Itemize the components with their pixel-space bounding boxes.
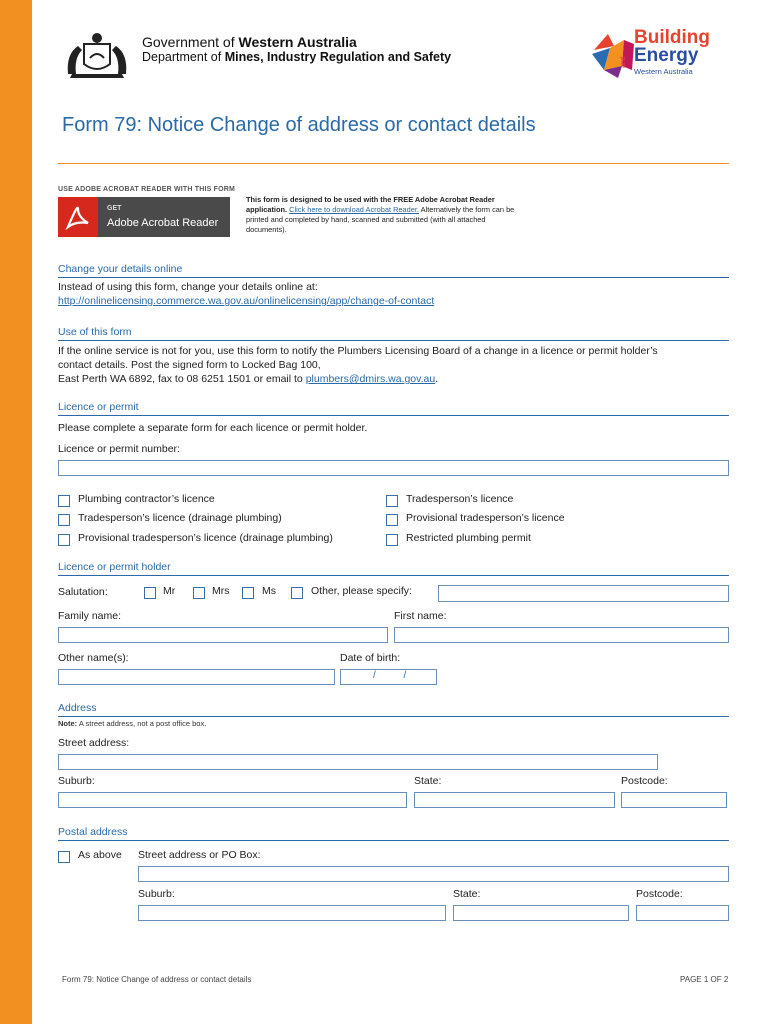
family-name-input[interactable] — [58, 627, 388, 643]
wa-map-icon — [588, 26, 638, 82]
label-tradesperson-drainage: Tradesperson’s licence (drainage plumbing) — [78, 512, 282, 524]
postal-postcode-input[interactable] — [636, 905, 729, 921]
checkbox-tradesperson-drainage[interactable] — [58, 514, 70, 526]
checkbox-mrs[interactable] — [193, 587, 205, 599]
address-rule — [58, 716, 729, 717]
use-line1: If the online service is not for you, use this form to notify the Plumbers Licensing Board of a change in a licence or permit holder’s — [58, 345, 658, 357]
label-provisional-drainage: Provisional tradesperson’s licence (drainage plumbing) — [78, 532, 333, 544]
state-input[interactable] — [414, 792, 615, 808]
label-mrs: Mrs — [212, 585, 230, 597]
dob-input[interactable] — [340, 669, 437, 685]
postal-state-label: State: — [453, 888, 481, 900]
building-and-energy-logo — [588, 26, 738, 82]
department-name: Department of Mines, Industry Regulation and Safety — [142, 50, 452, 64]
acrobat-icon — [58, 197, 98, 237]
label-mr: Mr — [163, 585, 176, 597]
label-ms: Ms — [262, 585, 276, 597]
online-rule — [58, 277, 729, 278]
checkbox-other[interactable] — [291, 587, 303, 599]
get-acrobat-button[interactable] — [58, 197, 230, 237]
logo-region-text: Western Australia — [634, 67, 693, 76]
licence-instruction: Please complete a separate form for each licence or permit holder. — [58, 422, 368, 434]
address-heading: Address — [58, 702, 97, 714]
logo-energy-text: Energy — [634, 45, 699, 66]
state-label: State: — [414, 775, 442, 787]
street-address-input[interactable] — [58, 754, 658, 770]
form-title: Form 79: Notice Change of address or contact details — [62, 114, 536, 136]
holder-heading: Licence or permit holder — [58, 561, 171, 573]
online-url-link[interactable]: http://onlinelicensing.commerce.wa.gov.au/onlinelicensing/app/change-of-contact — [58, 295, 435, 307]
postal-state-input[interactable] — [453, 905, 629, 921]
acrobat-label: USE ADOBE ACROBAT READER WITH THIS FORM — [58, 186, 236, 193]
government-name: Government of Western Australia — [142, 34, 357, 50]
checkbox-provisional-drainage[interactable] — [58, 534, 70, 546]
salutation-label: Salutation: — [58, 586, 108, 598]
licence-rule — [58, 415, 729, 416]
logo-and-text: and — [620, 56, 627, 68]
postal-street-input[interactable] — [138, 866, 729, 882]
checkbox-mr[interactable] — [144, 587, 156, 599]
dob-separators: / / — [373, 670, 407, 681]
family-name-label: Family name: — [58, 610, 122, 622]
online-heading: Change your details online — [58, 263, 183, 275]
footer-page-number: PAGE 1 OF 2 — [680, 975, 729, 984]
checkbox-as-above[interactable] — [58, 851, 70, 863]
suburb-input[interactable] — [58, 792, 407, 808]
suburb-label: Suburb: — [58, 775, 95, 787]
postal-suburb-label: Suburb: — [138, 888, 175, 900]
online-text: Instead of using this form, change your details online at: — [58, 281, 318, 293]
acrobat-get-text: GET — [107, 205, 122, 212]
checkbox-tradesperson[interactable] — [386, 495, 398, 507]
dob-label: Date of birth: — [340, 652, 401, 664]
footer-form-name: Form 79: Notice Change of address or contact details — [62, 975, 252, 984]
postal-rule — [58, 840, 729, 841]
address-note: Note: A street address, not a post office box. — [58, 719, 207, 728]
licence-number-input[interactable] — [58, 460, 729, 476]
licence-heading: Licence or permit — [58, 401, 139, 413]
download-acrobat-link[interactable]: Click here to download Acrobat Reader. — [289, 205, 419, 214]
other-names-label: Other name(s): — [58, 652, 129, 664]
first-name-label: First name: — [394, 610, 447, 622]
checkbox-restricted-permit[interactable] — [386, 534, 398, 546]
orange-side-stripe — [0, 0, 32, 1024]
title-divider — [58, 163, 729, 164]
postcode-input[interactable] — [621, 792, 727, 808]
checkbox-ms[interactable] — [242, 587, 254, 599]
label-other: Other, please specify: — [311, 585, 412, 597]
label-tradesperson: Tradesperson’s licence — [406, 493, 514, 505]
other-salutation-input[interactable] — [438, 585, 729, 602]
use-heading: Use of this form — [58, 326, 132, 338]
wa-coat-of-arms-icon — [62, 30, 132, 80]
use-line3: East Perth WA 6892, fax to 08 6251 1501 or email to plumbers@dmirs.wa.gov.au. — [58, 373, 439, 385]
licence-number-label: Licence or permit number: — [58, 443, 180, 455]
label-provisional-tradesperson: Provisional tradesperson’s licence — [406, 512, 565, 524]
holder-rule — [58, 575, 729, 576]
acrobat-note: This form is designed to be used with the FREE Adobe Acrobat Reader application. Click here to download Acrobat Reader. Alternatively the form can be printed and completed by hand, scanned and submitted (with all attached documents). — [246, 195, 515, 234]
postal-postcode-label: Postcode: — [636, 888, 683, 900]
label-plumbing-contractor: Plumbing contractor’s licence — [78, 493, 215, 505]
postal-street-label: Street address or PO Box: — [138, 849, 261, 861]
use-rule — [58, 340, 729, 341]
postal-suburb-input[interactable] — [138, 905, 446, 921]
acrobat-name-text: Adobe Acrobat Reader — [107, 217, 219, 229]
postal-heading: Postal address — [58, 826, 128, 838]
first-name-input[interactable] — [394, 627, 729, 643]
label-restricted-permit: Restricted plumbing permit — [406, 532, 531, 544]
email-link[interactable]: plumbers@dmirs.wa.gov.au — [305, 373, 436, 385]
street-address-label: Street address: — [58, 737, 130, 749]
logo-building-text: Building — [634, 27, 710, 48]
label-as-above: As above — [78, 849, 122, 861]
checkbox-plumbing-contractor[interactable] — [58, 495, 70, 507]
checkbox-provisional-tradesperson[interactable] — [386, 514, 398, 526]
other-names-input[interactable] — [58, 669, 335, 685]
use-line2: contact details. Post the signed form to Locked Bag 100, — [58, 359, 321, 371]
postcode-label: Postcode: — [621, 775, 668, 787]
